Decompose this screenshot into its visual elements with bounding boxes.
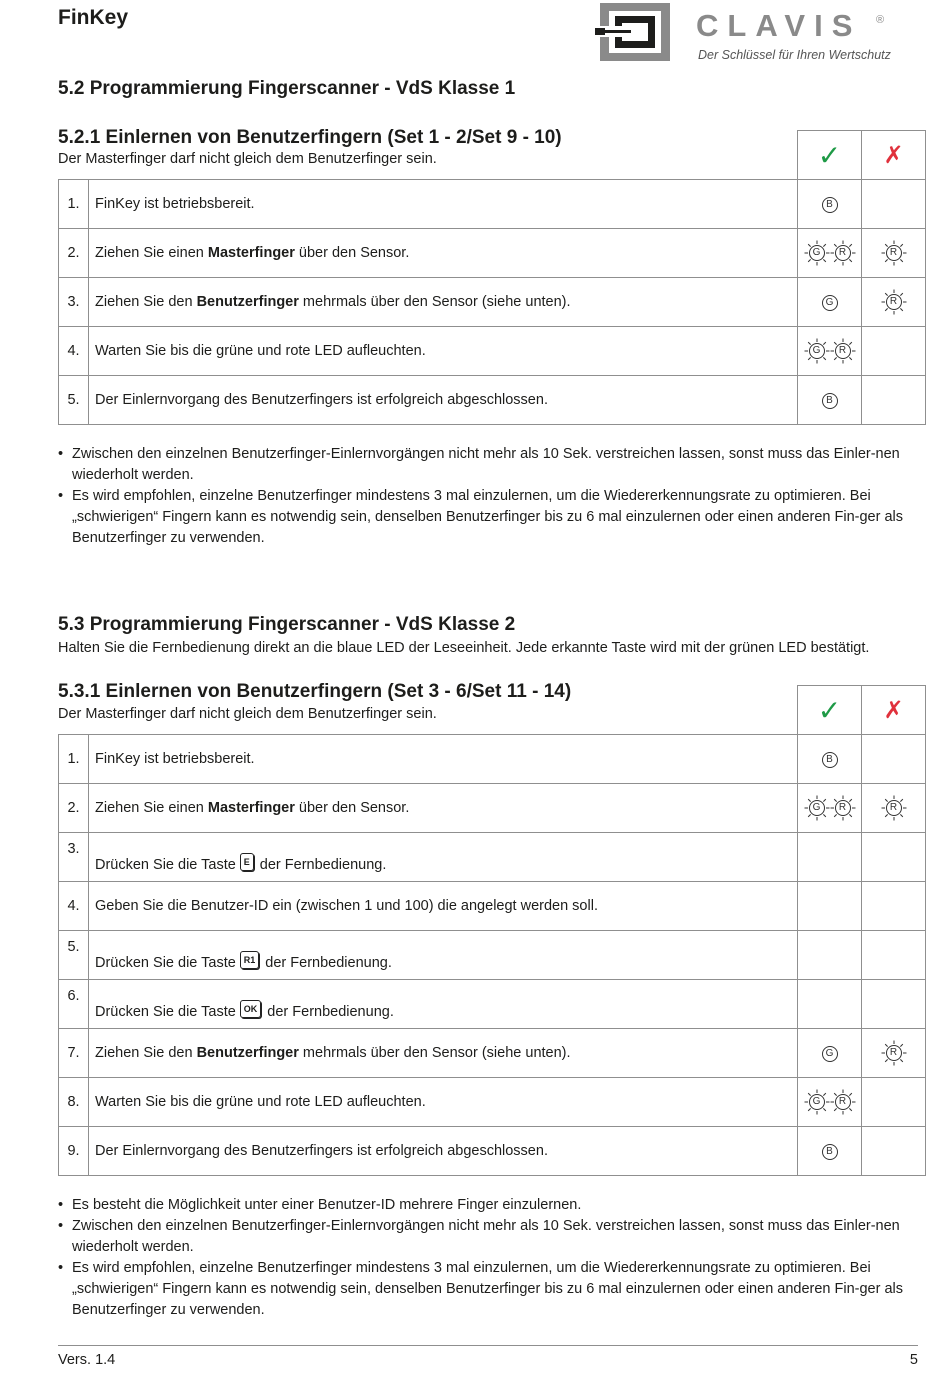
step-number-label: 7.: [67, 1045, 80, 1061]
version-label: Vers. 1.4: [58, 1352, 116, 1368]
instruction-text: [95, 392, 548, 408]
notes-list-5-3-1: [58, 1195, 916, 1321]
logo-key-mark-icon: [592, 0, 678, 64]
success-led-indicators: [798, 980, 862, 1029]
red-led-icon: R: [835, 245, 851, 261]
instruction-text: [95, 196, 255, 212]
step-number: [59, 1029, 89, 1078]
success-led-indicators: [798, 931, 862, 980]
blinking-red-led-icon: [881, 795, 907, 821]
success-led-indicators: [798, 229, 862, 278]
step-instruction: [89, 882, 798, 931]
step-number-label: 3.: [67, 841, 80, 857]
step-number: [59, 735, 89, 784]
instruction-text: [95, 245, 409, 261]
instruction-part: Ziehen Sie den: [95, 1045, 197, 1061]
instruction-text: [95, 1045, 571, 1061]
instruction-part: mehrmals über den Sensor (siehe unten).: [298, 1045, 571, 1061]
remote-key-ok-icon: OK: [240, 1000, 262, 1018]
instruction-text: [95, 751, 255, 767]
step-row: [59, 784, 926, 833]
success-led-indicators: [798, 327, 862, 376]
step-number-label: 3.: [67, 294, 80, 310]
success-led-indicators: [798, 1029, 862, 1078]
instruction-part: Warten Sie bis die grüne und rote LED aufleuchten.: [95, 343, 426, 359]
success-led-indicators: [798, 376, 862, 425]
red-led-icon: R: [886, 1045, 902, 1061]
note-item: • Es wird empfohlen, einzelne Benutzerfinger mindestens 3 mal einzulernen, um die Wiedererkennungsrate zu optimieren. Bei „schwierigen“ Fingern kann es notwendig sein, denselben Benutzerfinger bis zu 6 mal einzulernen oder einen anderen Fin-ger als Benutzerfinger zu verwenden.: [58, 1258, 916, 1321]
cross-icon: ✗: [883, 696, 904, 724]
failure-led-indicators: [862, 278, 926, 327]
subsection-title-5-2-1: 5.2.1 Einlernen von Benutzerfingern (Set 1 - 2/Set 9 - 10): [58, 127, 562, 148]
step-instruction: [89, 735, 798, 784]
cross-icon: ✗: [883, 141, 904, 169]
emphasized-finger: Masterfinger: [207, 245, 295, 261]
red-led-icon: R: [886, 245, 902, 261]
logo-registered-mark: ®: [876, 14, 885, 26]
step-row: [59, 882, 926, 931]
emphasized-finger: Masterfinger: [207, 800, 295, 816]
failure-led-indicators: [862, 882, 926, 931]
step-row: [59, 327, 926, 376]
section-title-5-3: 5.3 Programmierung Fingerscanner - VdS Klasse 2: [58, 614, 516, 635]
step-number: [59, 833, 89, 882]
step-number-label: 4.: [67, 343, 80, 359]
note-item: • Es besteht die Möglichkeit unter einer Benutzer-ID mehrere Finger einzulernen.: [58, 1195, 916, 1216]
step-instruction: [89, 784, 798, 833]
step-number: [59, 882, 89, 931]
step-row: [59, 735, 926, 784]
red-led-icon: R: [886, 294, 902, 310]
instruction-part: Der Einlernvorgang des Benutzerfingers ist erfolgreich abgeschlossen.: [95, 1143, 548, 1159]
blue-led-icon: B: [822, 752, 838, 768]
step-number-label: 4.: [67, 898, 80, 914]
failure-column-header: [862, 686, 926, 735]
master-finger-note: Der Masterfinger darf nicht gleich dem Benutzerfinger sein.: [58, 706, 437, 722]
clavis-logo: [592, 0, 902, 66]
blue-led-icon: B: [822, 393, 838, 409]
note-item: • Zwischen den einzelnen Benutzerfinger-Einlernvorgängen nicht mehr als 10 Sek. verstreichen lassen, sonst muss das Einler-nen wiederholt werden.: [58, 1216, 916, 1258]
blinking-green-led-icon: [804, 240, 830, 266]
blue-led-icon: B: [822, 1144, 838, 1160]
emphasized-finger: Benutzerfinger: [196, 1045, 299, 1061]
failure-led-indicators: [862, 1078, 926, 1127]
step-instruction: [89, 1078, 798, 1127]
instruction-part: über den Sensor.: [294, 245, 410, 261]
success-led-indicators: [798, 1078, 862, 1127]
step-row: [59, 1127, 926, 1176]
success-led-indicators: [798, 278, 862, 327]
red-led-icon: R: [835, 1094, 851, 1110]
emphasized-finger: Benutzerfinger: [196, 294, 299, 310]
instruction-part: Drücken Sie die Taste: [95, 955, 236, 971]
instruction-part: der Fernbedienung.: [267, 1004, 394, 1020]
step-row: [59, 931, 926, 980]
step-number: [59, 376, 89, 425]
instruction-part: der Fernbedienung.: [265, 955, 392, 971]
blinking-red-led-icon: [881, 1040, 907, 1066]
instruction-text: [95, 294, 571, 310]
master-finger-note: Der Masterfinger darf nicht gleich dem Benutzerfinger sein.: [58, 151, 437, 167]
step-instruction: [89, 1127, 798, 1176]
blinking-red-led-icon: [830, 1089, 856, 1115]
green-led-icon: G: [809, 1094, 825, 1110]
instruction-text: [95, 343, 426, 359]
success-column-header: [798, 131, 862, 180]
step-number-label: 2.: [67, 800, 80, 816]
checkmark-icon: ✓: [817, 139, 842, 171]
failure-led-indicators: [862, 833, 926, 882]
instruction-text: [95, 1000, 394, 1020]
note-item: • Zwischen den einzelnen Benutzerfinger-Einlernvorgängen nicht mehr als 10 Sek. verstreichen lassen, sonst muss das Einler-nen wiederholt werden.: [58, 444, 916, 486]
green-led-icon: G: [809, 245, 825, 261]
steps-table-5-2-1: [58, 130, 926, 425]
failure-led-indicators: [862, 376, 926, 425]
step-instruction: [89, 931, 798, 980]
step-instruction: [89, 278, 798, 327]
instruction-text: [95, 1143, 548, 1159]
instruction-part: Geben Sie die Benutzer-ID ein (zwischen 1 und 100) die angelegt werden soll.: [95, 898, 598, 914]
step-instruction: [89, 229, 798, 278]
step-number-label: 1.: [67, 751, 80, 767]
failure-led-indicators: [862, 784, 926, 833]
step-number: [59, 180, 89, 229]
blinking-green-led-icon: [804, 1089, 830, 1115]
step-number: [59, 931, 89, 980]
failure-led-indicators: [862, 980, 926, 1029]
step-instruction: [89, 180, 798, 229]
blinking-green-led-icon: [804, 338, 830, 364]
green-led-icon: G: [809, 343, 825, 359]
instruction-text: [95, 898, 598, 914]
green-led-icon: G: [822, 1046, 838, 1062]
green-led-icon: G: [822, 295, 838, 311]
logo-wordmark: CLAVIS: [696, 8, 862, 43]
step-row: [59, 278, 926, 327]
steps-table-5-3-1: [58, 685, 926, 1176]
step-number-label: 2.: [67, 245, 80, 261]
instruction-part: mehrmals über den Sensor (siehe unten).: [298, 294, 571, 310]
step-instruction: [89, 376, 798, 425]
remote-instructions: Halten Sie die Fernbedienung direkt an die blaue LED der Leseeinheit. Jede erkannte Taste wird mit der grünen LED bestätigt.: [58, 640, 870, 656]
blue-led-icon: B: [822, 197, 838, 213]
step-number: [59, 784, 89, 833]
step-number-label: 9.: [67, 1143, 80, 1159]
step-row: [59, 229, 926, 278]
failure-led-indicators: [862, 735, 926, 784]
failure-led-indicators: [862, 180, 926, 229]
step-instruction: [89, 980, 798, 1029]
product-name: FinKey: [58, 6, 129, 29]
step-instruction: [89, 1029, 798, 1078]
step-number: [59, 229, 89, 278]
instruction-part: Ziehen Sie den: [95, 294, 197, 310]
instruction-part: FinKey ist betriebsbereit.: [95, 751, 255, 767]
step-number: [59, 278, 89, 327]
success-led-indicators: [798, 180, 862, 229]
note-item: • Es wird empfohlen, einzelne Benutzerfinger mindestens 3 mal einzulernen, um die Wiedererkennungsrate zu optimieren. Bei „schwierigen“ Fingern kann es notwendig sein, denselben Benutzerfinger bis zu 6 mal einzulernen oder einen anderen Fin-ger als Benutzerfinger zu verwenden.: [58, 486, 916, 549]
step-row: [59, 180, 926, 229]
success-column-header: [798, 686, 862, 735]
instruction-text: [95, 853, 386, 873]
success-led-indicators: [798, 735, 862, 784]
page-number: 5: [909, 1352, 918, 1368]
success-led-indicators: [798, 882, 862, 931]
remote-key-r1-icon: R1: [240, 951, 260, 969]
step-number: [59, 1127, 89, 1176]
remote-key-e-icon: E: [240, 853, 254, 871]
notes-list-5-2-1: [58, 444, 916, 549]
success-led-indicators: [798, 833, 862, 882]
checkmark-icon: ✓: [817, 694, 842, 726]
failure-led-indicators: [862, 1029, 926, 1078]
failure-led-indicators: [862, 931, 926, 980]
step-number-label: 6.: [67, 988, 80, 1004]
step-number-label: 5.: [67, 392, 80, 408]
failure-column-header: [862, 131, 926, 180]
blinking-red-led-icon: [881, 289, 907, 315]
subsection-title-5-3-1: 5.3.1 Einlernen von Benutzerfingern (Set 3 - 6/Set 11 - 14): [58, 681, 572, 702]
red-led-icon: R: [835, 800, 851, 816]
step-row: [59, 1078, 926, 1127]
instruction-part: Der Einlernvorgang des Benutzerfingers ist erfolgreich abgeschlossen.: [95, 392, 548, 408]
step-row: [59, 833, 926, 882]
instruction-part: über den Sensor.: [294, 800, 410, 816]
instruction-part: FinKey ist betriebsbereit.: [95, 196, 255, 212]
step-row: [59, 980, 926, 1029]
step-number: [59, 327, 89, 376]
instruction-part: Ziehen Sie einen: [95, 245, 208, 261]
failure-led-indicators: [862, 327, 926, 376]
instruction-part: Ziehen Sie einen: [95, 800, 208, 816]
instruction-part: der Fernbedienung.: [259, 857, 387, 873]
step-instruction: [89, 327, 798, 376]
instruction-part: Drücken Sie die Taste: [95, 1004, 236, 1020]
section-title-5-2: 5.2 Programmierung Fingerscanner - VdS Klasse 1: [58, 78, 516, 99]
instruction-part: Warten Sie bis die grüne und rote LED aufleuchten.: [95, 1094, 426, 1110]
blinking-red-led-icon: [830, 338, 856, 364]
step-number-label: 1.: [67, 196, 80, 212]
success-led-indicators: [798, 1127, 862, 1176]
instruction-text: [95, 951, 392, 971]
blinking-red-led-icon: [881, 240, 907, 266]
instruction-part: Drücken Sie die Taste: [95, 857, 236, 873]
logo-tagline: Der Schlüssel für Ihren Wertschutz: [698, 48, 891, 62]
blinking-red-led-icon: [830, 240, 856, 266]
step-number: [59, 1078, 89, 1127]
step-instruction: [89, 833, 798, 882]
failure-led-indicators: [862, 229, 926, 278]
blinking-green-led-icon: [804, 795, 830, 821]
step-number: [59, 980, 89, 1029]
instruction-text: [95, 1094, 426, 1110]
step-number-label: 5.: [67, 939, 80, 955]
step-number-label: 8.: [67, 1094, 80, 1110]
instruction-text: [95, 800, 409, 816]
blinking-red-led-icon: [830, 795, 856, 821]
step-row: [59, 376, 926, 425]
red-led-icon: R: [835, 343, 851, 359]
footer-rule: [58, 1345, 918, 1346]
success-led-indicators: [798, 784, 862, 833]
red-led-icon: R: [886, 800, 902, 816]
green-led-icon: G: [809, 800, 825, 816]
step-row: [59, 1029, 926, 1078]
failure-led-indicators: [862, 1127, 926, 1176]
